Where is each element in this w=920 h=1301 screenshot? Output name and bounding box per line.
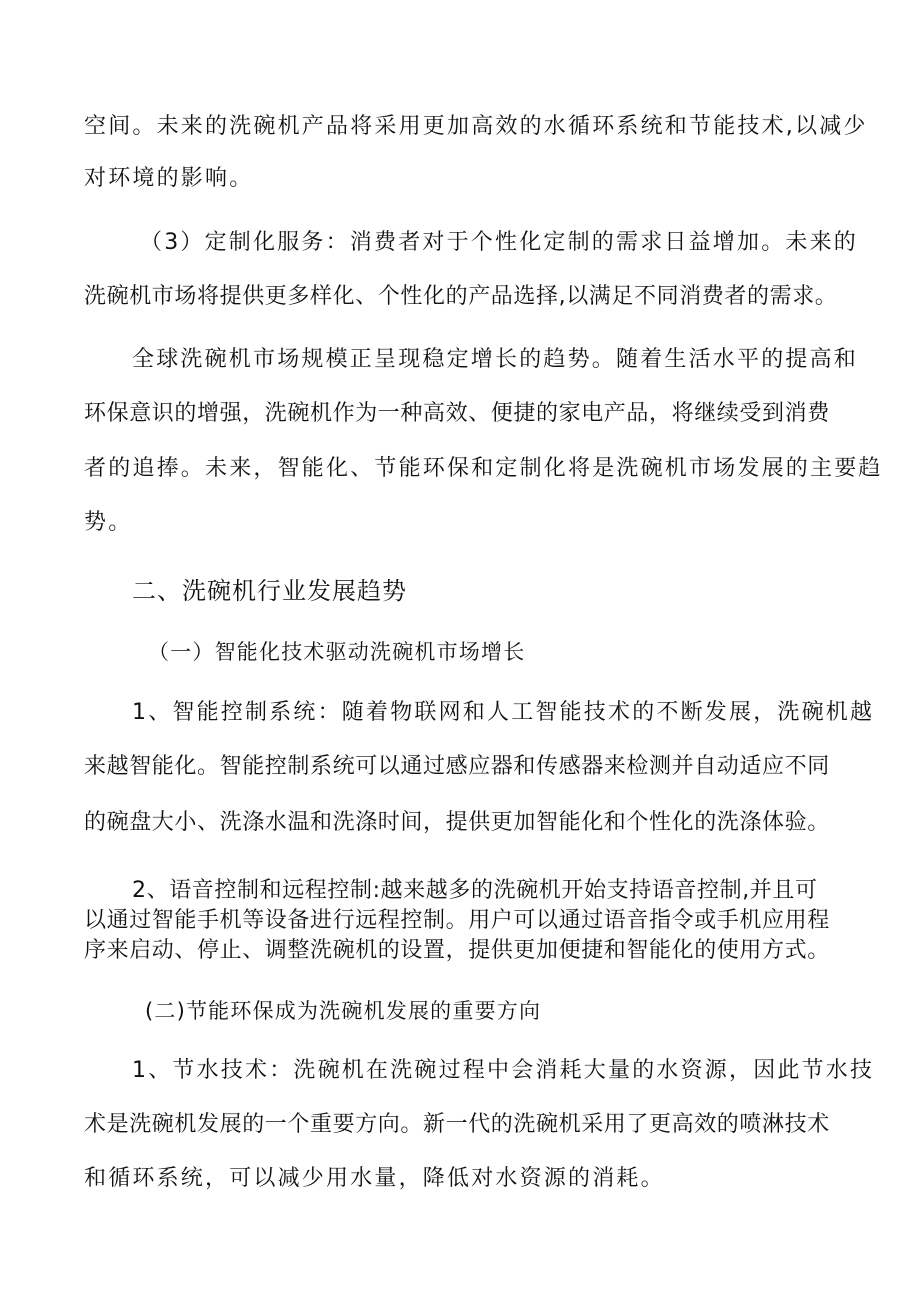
paragraph-line: 洗碗机市场将提供更多样化、个性化的产品选择,以满足不同消费者的需求。 (84, 284, 838, 309)
paragraph-line: 环保意识的增强，洗碗机作为一种高效、便捷的家电产品，将继续受到消费 (84, 401, 830, 426)
paragraph-line: 势。 (84, 510, 133, 535)
paragraph-line: 1、智能控制系统：随着物联网和人工智能技术的不断发展，洗碗机越 (132, 700, 875, 725)
paragraph-line: 以通过智能手机等设备进行远程控制。用户可以通过语音指令或手机应用程 (84, 908, 830, 933)
paragraph-line: 2、语音控制和远程控制:越来越多的洗碗机开始支持语音控制,并且可 (132, 878, 818, 903)
paragraph-line: （3）定制化服务：消费者对于个性化定制的需求日益增加。未来的 (140, 230, 858, 255)
subsection-heading: (二)节能环保成为洗碗机发展的重要方向 (145, 999, 542, 1023)
paragraph-line: 者的追捧。未来，智能化、节能环保和定制化将是洗碗机市场发展的主要趋 (84, 456, 883, 481)
paragraph-line: 的碗盘大小、洗涤水温和洗涤时间，提供更加智能化和个性化的洗涤体验。 (84, 810, 830, 835)
paragraph-line: 对环境的影响。 (84, 166, 254, 191)
paragraph-line: 来越智能化。智能控制系统可以通过感应器和传感器来检测并自动适应不同 (84, 754, 830, 779)
paragraph-line: 全球洗碗机市场规模正呈现稳定增长的趋势。随着生活水平的提高和 (132, 347, 859, 372)
paragraph-line: 空间。未来的洗碗机产品将采用更加高效的水循环系统和节能技术,以减少 (84, 114, 868, 139)
paragraph-line: 术是洗碗机发展的一个重要方向。新一代的洗碗机采用了更高效的喷淋技术 (84, 1112, 830, 1137)
subsection-heading: （一）智能化技术驱动洗碗机市场增长 (148, 640, 526, 664)
paragraph-line: 和循环系统，可以减少用水量，降低对水资源的消耗。 (84, 1166, 665, 1191)
paragraph-line: 序来启动、停止、调整洗碗机的设置，提供更加便捷和智能化的使用方式。 (84, 938, 830, 963)
section-heading: 二、洗碗机行业发展趋势 (132, 577, 407, 605)
paragraph-line: 1、节水技术：洗碗机在洗碗过程中会消耗大量的水资源，因此节水技 (132, 1058, 875, 1083)
